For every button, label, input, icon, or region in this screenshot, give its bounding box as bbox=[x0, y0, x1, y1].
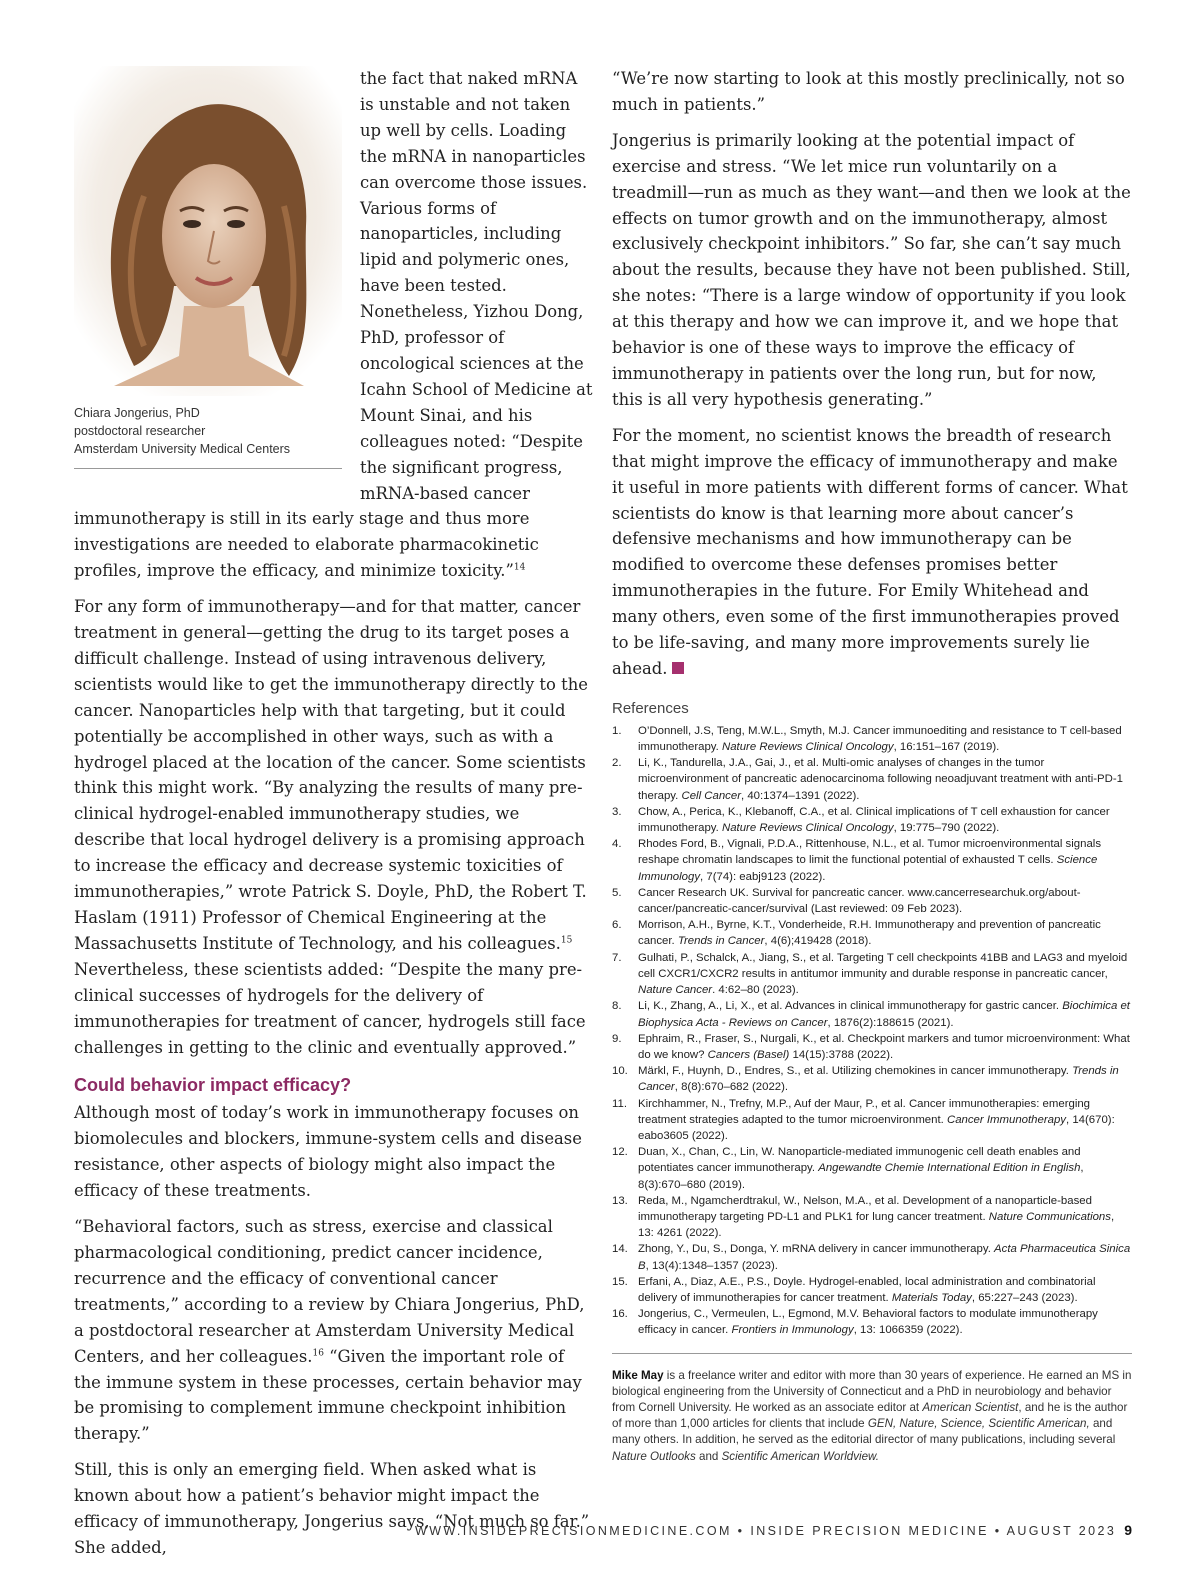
reference-journal: Nature Reviews Clinical Oncology bbox=[722, 741, 894, 754]
reference-number: 12. bbox=[612, 1146, 628, 1159]
reference-number: 8. bbox=[612, 1000, 622, 1013]
reference-number: 5. bbox=[612, 886, 622, 899]
caption-org: Amsterdam University Medical Centers bbox=[74, 442, 291, 456]
paragraph-text: “Behavioral factors, such as stress, exercise and classical pharmacological conditioning, predict cancer incidence, recurrence and the efficacy of conventional cancer treatments,” according to a review by Chiara Jongerius, PhD, a postdoctoral researcher at Amsterdam University Medical Centers, and her colleagues. bbox=[74, 1217, 585, 1366]
paragraph: “We’re now starting to look at this mostly preclinically, not so much in patients.” bbox=[612, 69, 1125, 114]
author-bio bbox=[612, 1353, 1132, 1465]
reference-text: Ephraim, R., Fraser, S., Nurgali, K., et al. Checkpoint markers and tumor microenvironment: What do we know? bbox=[638, 1032, 1130, 1061]
reference-number: 9. bbox=[612, 1032, 622, 1045]
paragraph: Still, this is only an emerging field. When asked what is known about how a patient’s behavior might impact the efficacy of immunotherapy, Jongerius says, “Not much so far.” She added, bbox=[74, 1460, 590, 1557]
reference-text: Erfani, A., Diaz, A.E., P.S., Doyle. Hydrogel-enabled, local administration and combinatorial delivery of immunotherapies for cancer treatment. bbox=[638, 1275, 1096, 1304]
reference-number: 15. bbox=[612, 1275, 628, 1288]
reference-item bbox=[612, 836, 1132, 885]
reference-journal: Acta Pharmaceutica Sinica B bbox=[638, 1243, 1131, 1272]
paragraph: Although most of today’s work in immunotherapy focuses on biomolecules and blockers, immune-system cells and disease resistance, other aspects of biology might also impact the efficacy of these treatments. bbox=[74, 1103, 582, 1201]
paragraph-text: For the moment, no scientist knows the breadth of research that might improve the efficacy of immunotherapy and make it useful in more patients with different forms of cancer. What scientists do know is that learning more about cancer’s defensive mechanisms and how immunotherapy can be modified to overcome these defenses promises better immunotherapies in the future. For Emily Whitehead and many others, even some of the first immunotherapies proved to be life-saving, and many more improvements surely lie ahead. bbox=[612, 425, 1128, 678]
reference-number: 3. bbox=[612, 805, 622, 818]
reference-tail: , 7(74): eabj9123 (2022). bbox=[700, 870, 826, 883]
paragraph bbox=[74, 594, 594, 1060]
reference-text: Duan, X., Chan, C., Lin, W. Nanoparticle-mediated immunogenic cell death enables and potentiates cancer immunotherapy. bbox=[638, 1146, 1081, 1175]
reference-tail: . 4:62–80 (2023). bbox=[712, 984, 799, 997]
bio-text: is a freelance writer and editor with more than 30 years of experience. He earned an MS in biological engineering from the University of Connecticut and a PhD in neurobiology and behavior from Cornell University. He worked as an associate editor at bbox=[612, 1368, 1132, 1414]
reference-text: Morrison, A.H., Byrne, K.T., Vonderheide, R.H. Immunotherapy and prevention of pancreatic cancer. bbox=[638, 919, 1101, 948]
reference-item bbox=[612, 1144, 1132, 1193]
bio-name: Mike May bbox=[612, 1368, 664, 1382]
reference-tail: , 14(670): eabo3605 (2022). bbox=[638, 1113, 1115, 1142]
paragraph bbox=[74, 1214, 594, 1447]
reference-tail: , 13: 4261 (2022). bbox=[638, 1210, 1115, 1240]
reference-text: Gulhati, P., Schalck, A., Jiang, S., et al. Targeting T cell checkpoints 41BB and LAG3 and myeloid cell CXCR1/CXCR2 results in antitumor immunity and durable response in pancreatic cancer, bbox=[638, 951, 1128, 980]
reference-journal: Frontiers in Immunology bbox=[731, 1324, 854, 1337]
references-list bbox=[612, 723, 1132, 1339]
reference-journal: Science Immunology bbox=[638, 854, 1098, 883]
reference-tail: , 65:227–243 (2023). bbox=[971, 1291, 1078, 1304]
reference-text: Cancer Research UK. Survival for pancreatic cancer. www.cancerresearchuk.org/about-cancer/pancreatic-cancer/survival (Last reviewed: 09 Feb 2023). bbox=[638, 886, 1081, 916]
page-number: 9 bbox=[1124, 1522, 1132, 1538]
portrait-photo bbox=[74, 66, 342, 396]
reference-text: Rhodes Ford, B., Vignali, P.D.A., Rittenhouse, N.L., et al. Tumor microenvironmental signals reshape chromatin landscapes to limit the functional potential of exhausted T cells. bbox=[638, 838, 1102, 867]
paragraph-text: Nevertheless, these scientists added: “Despite the many pre-clinical successes of hydrogels for the delivery of immunotherapies for treatment of cancer, hydrogels still face challenges in getting to the clinic and eventually approved.” bbox=[74, 959, 586, 1057]
paragraph-text: “Given the important role of the immune system in these processes, certain behavior may be promising to complement immune checkpoint inhibition therapy.” bbox=[74, 1346, 582, 1444]
section-heading: Could behavior impact efficacy? bbox=[74, 1075, 352, 1096]
citation: 15 bbox=[560, 935, 573, 946]
reference-journal: Trends in Cancer bbox=[677, 935, 765, 948]
reference-journal: Biochimica et Biophysica Acta - Reviews on Cancer bbox=[638, 1000, 1130, 1029]
reference-tail: , 19:775–790 (2022). bbox=[893, 822, 1000, 835]
reference-tail: 14(15):3788 (2022). bbox=[789, 1048, 894, 1061]
reference-item bbox=[612, 1063, 1132, 1095]
reference-number: 1. bbox=[612, 724, 622, 737]
reference-text: Märkl, F., Huynh, D., Endres, S., et al. Utilizing chemokines in cancer immunotherapy. bbox=[638, 1065, 1073, 1078]
reference-number: 11. bbox=[612, 1097, 627, 1110]
reference-text: Li, K., Tandurella, J.A., Gai, J., et al. Multi-omic analyses of changes in the tumor microenvironment of pancreatic adenocarcinoma following neoadjuvant treatment with anti-PD-1 therapy. bbox=[638, 757, 1123, 802]
reference-journal: Cancer Immunotherapy bbox=[946, 1113, 1066, 1126]
reference-tail: , 16:151–167 (2019). bbox=[893, 741, 1000, 754]
reference-journal: Cancers (Basel) bbox=[707, 1048, 790, 1061]
reference-number: 13. bbox=[612, 1194, 628, 1207]
caption-role: postdoctoral researcher bbox=[74, 424, 206, 438]
right-column bbox=[612, 66, 1132, 1465]
citation: 16 bbox=[312, 1348, 324, 1359]
reference-journal: Nature Communications bbox=[988, 1210, 1111, 1223]
reference-item bbox=[612, 1274, 1132, 1306]
end-mark-icon bbox=[672, 662, 684, 674]
reference-item bbox=[612, 885, 1132, 917]
reference-item bbox=[612, 1241, 1132, 1273]
reference-item bbox=[612, 804, 1132, 836]
reference-number: 10. bbox=[612, 1065, 628, 1078]
reference-item bbox=[612, 1096, 1132, 1145]
reference-journal: Nature Reviews Clinical Oncology bbox=[722, 822, 894, 835]
reference-tail: , 4(6);419428 (2018). bbox=[764, 935, 872, 948]
reference-journal: Materials Today bbox=[891, 1291, 972, 1304]
reference-number: 14. bbox=[612, 1243, 628, 1256]
reference-text: Reda, M., Ngamcherdtrakul, W., Nelson, M.A., et al. Development of a nanoparticle-based immunotherapy targeting PD-L1 and PLK1 for lung cancer treatment. bbox=[638, 1194, 1092, 1223]
portrait-block bbox=[74, 66, 352, 486]
reference-number: 16. bbox=[612, 1308, 628, 1321]
reference-journal: Nature Cancer bbox=[638, 984, 713, 997]
reference-tail: , 8(8):670–682 (2022). bbox=[674, 1081, 789, 1094]
reference-tail: , 8(3):670–680 (2019). bbox=[638, 1162, 1084, 1191]
paragraph-text: the fact that naked mRNA is unstable and not taken up well by cells. Loading the mRNA in nanoparticles can overcome those issues. Various forms of nanoparticles, including lipid and polymeric ones, have been tested. Nonetheless, Yizhou Dong, PhD, professor of oncological sciences at the Icahn School of Medicine at Mount Sinai, and his colleagues noted: “Despite the significant progress, mRNA-based cancer immunotherapy is still in its early stage and thus more investigations are needed to elaborate pharmacokinetic profiles, improve the efficacy, and minimize toxicity.” bbox=[74, 69, 593, 581]
paragraph: Jongerius is primarily looking at the potential impact of exercise and stress. “We let mice run voluntarily on a treadmill—run as much as they want—and then we look at the effects on tumor growth and on the immunotherapy, almost exclusively checkpoint inhibitors.” So far, she can’t say much about the results, because they have not been published. Still, she notes: “There is a large window of opportunity if you look at this therapy and how we can improve it, and we hope that behavior is one of these ways to improve the efficacy of immunotherapy in patients over the long run, but for now, this is all very hypothesis generating.” bbox=[612, 130, 1131, 409]
reference-tail: , 13(4):1348–1357 (2023). bbox=[645, 1259, 778, 1272]
reference-number: 4. bbox=[612, 838, 622, 851]
reference-journal: Cell Cancer bbox=[681, 789, 741, 802]
reference-number: 2. bbox=[612, 757, 622, 770]
reference-item bbox=[612, 1193, 1132, 1242]
bio-italic: Nature Outlooks bbox=[612, 1449, 696, 1463]
bio-italic: Scientific American Worldview. bbox=[721, 1449, 879, 1463]
bio-text: , and he is the author of more than 1,000 articles for clients that include bbox=[612, 1400, 1128, 1431]
reference-number: 6. bbox=[612, 919, 622, 932]
reference-number: 7. bbox=[612, 951, 622, 964]
reference-text: O’Donnell, J.S, Teng, M.W.L., Smyth, M.J. Cancer immunoediting and resistance to T cell-based immunotherapy. bbox=[638, 724, 1122, 754]
reference-item bbox=[612, 1031, 1132, 1063]
reference-item bbox=[612, 998, 1132, 1030]
reference-text: Kirchhammer, N., Trefny, M.P., Auf der Maur, P., et al. Cancer immunotherapies: emerging treatment strategies adapted to the tumor microenvironment. bbox=[638, 1097, 1091, 1126]
reference-journal: Angewandte Chemie International Edition in English bbox=[818, 1162, 1081, 1175]
caption-name: Chiara Jongerius, PhD bbox=[74, 406, 200, 420]
reference-tail: , 1876(2):188615 (2021). bbox=[827, 1016, 954, 1029]
footer-text: WWW.INSIDEPRECISIONMEDICINE.COM • INSIDE PRECISION MEDICINE • AUGUST 2023 bbox=[415, 1524, 1117, 1538]
reference-tail: , 40:1374–1391 (2022). bbox=[741, 789, 860, 802]
references-heading: References bbox=[612, 699, 689, 717]
reference-item bbox=[612, 723, 1132, 755]
bio-italic: GEN, Nature, Science, Scientific American, bbox=[867, 1417, 1090, 1431]
reference-text: Zhong, Y., Du, S., Donga, Y. mRNA delivery in cancer immunotherapy. bbox=[638, 1243, 995, 1256]
reference-text: Li, K., Zhang, A., Li, X., et al. Advances in clinical immunotherapy for gastric cancer. bbox=[638, 1000, 1063, 1013]
paragraph-text: For any form of immunotherapy—and for that matter, cancer treatment in general—getting the drug to its target poses a difficult challenge. Instead of using intravenous delivery, scientists would like to get the immunotherapy directly to the cancer. Nanoparticles help with that targeting, but it could potentially be accomplished in other ways, such as with a hydrogel placed at the location of the cancer. Some scientists think this might work. “By analyzing the results of many pre-clinical hydrogel-enabled immunotherapy studies, we describe that local hydrogel delivery is a promising approach to increase the efficacy and decrease systemic toxicities of immunotherapies,” wrote Patrick S. Doyle, PhD, the Robert T. Haslam (1911) Professor of Chemical Engineering at the Massachusetts Institute of Technology, and his colleagues. bbox=[74, 597, 588, 953]
photo-caption bbox=[74, 404, 342, 469]
reference-item bbox=[612, 917, 1132, 949]
paragraph bbox=[612, 423, 1132, 682]
reference-journal: Trends in Cancer bbox=[638, 1065, 1119, 1094]
reference-item bbox=[612, 1306, 1132, 1338]
reference-text: Chow, A., Perica, K., Klebanoff, C.A., et al. Clinical implications of T cell exhaustion for cancer immunotherapy. bbox=[638, 805, 1110, 835]
bio-text: and many others. In addition, he served as the editorial director of many publications, including several bbox=[612, 1417, 1116, 1447]
citation: 14 bbox=[513, 562, 526, 573]
reference-text: Jongerius, C., Vermeulen, L., Egmond, M.V. Behavioral factors to modulate immunotherapy efficacy in cancer. bbox=[638, 1308, 1098, 1337]
left-column bbox=[74, 66, 594, 1571]
bio-italic: American Scientist bbox=[922, 1400, 1019, 1414]
reference-tail: , 13: 1066359 (2022). bbox=[853, 1324, 963, 1337]
reference-item bbox=[612, 755, 1132, 804]
bio-text: and bbox=[695, 1449, 722, 1463]
reference-item bbox=[612, 950, 1132, 999]
page-footer bbox=[0, 1522, 1132, 1538]
